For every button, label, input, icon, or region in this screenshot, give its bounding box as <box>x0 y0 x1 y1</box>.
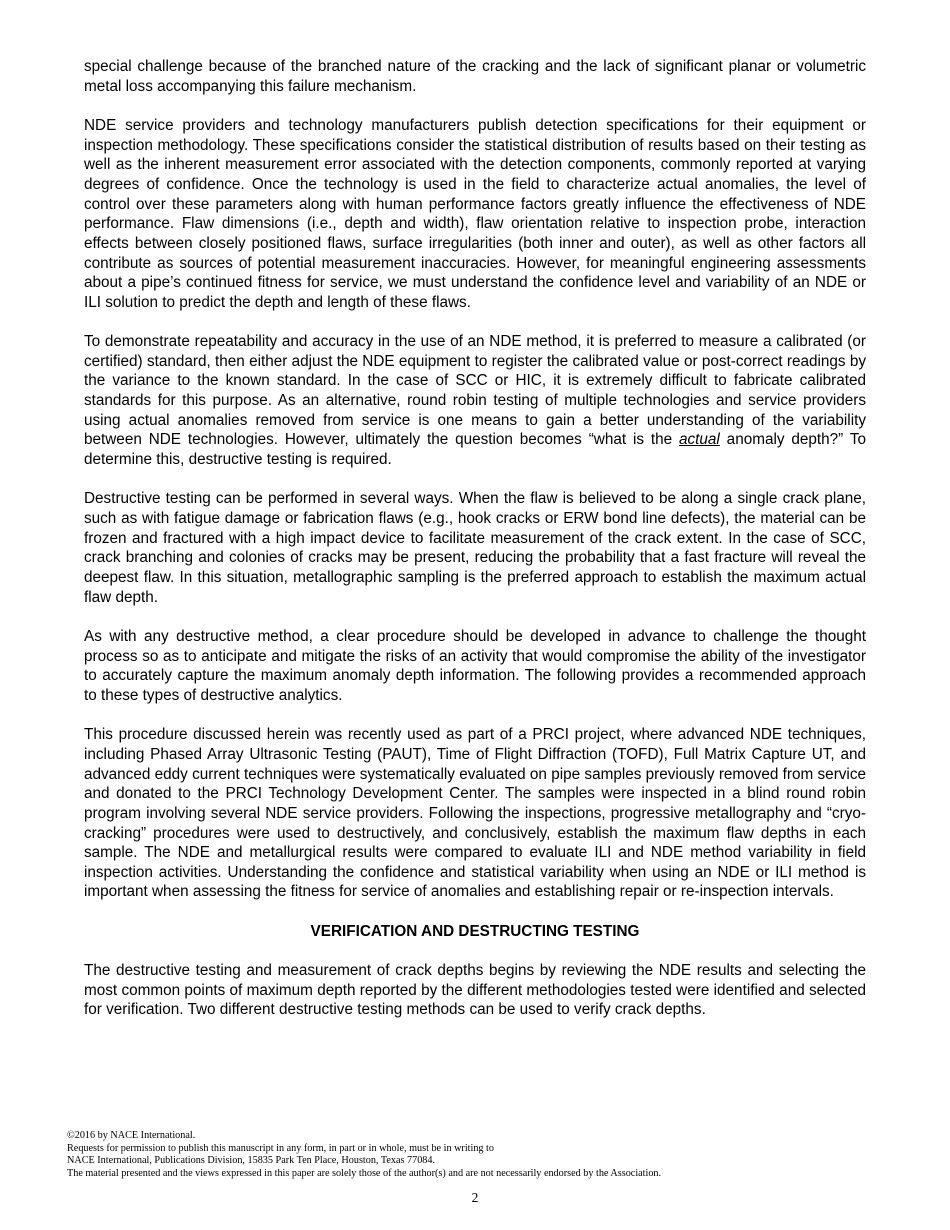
footer-disclaimer: The material presented and the views expressed in this paper are solely those of the author(s) and are not necessarily endorsed by the Association. <box>67 1167 662 1179</box>
paragraph-3-text-before: To demonstrate repeatability and accuracy in the use of an NDE method, it is preferred to measure a calibrated (or certified) standard, then either adjust the NDE equipment to register the calibrated value or post-correct readings by the variance to the known standard. In the case of SCC or HIC, it is extremely difficult to fabricate calibrated standards for this purpose. As an alternative, round robin testing of multiple technologies and service providers using actual anomalies removed from service is one means to gain a better understanding of the variability between NDE technologies. However, ultimately the question becomes “what is the <box>84 333 866 449</box>
page-footer <box>67 1130 887 1180</box>
paragraph-1: special challenge because of the branched nature of the cracking and the lack of significant planar or volumetric metal loss accompanying this failure mechanism. <box>84 58 866 95</box>
paragraph-5: As with any destructive method, a clear procedure should be developed in advance to challenge the thought process so as to anticipate and mitigate the risks of an activity that would compromise the ability of the investigator to accurately capture the maximum anomaly depth information. The following provides a recommended approach to these types of destructive analytics. <box>84 627 866 704</box>
document-body <box>84 57 866 1040</box>
emphasis-actual: actual <box>679 431 720 449</box>
section-heading: VERIFICATION AND DESTRUCTING TESTING <box>310 922 640 940</box>
paragraph-3 <box>84 332 866 470</box>
page-number: 2 <box>471 1190 479 1205</box>
footer-address: NACE International, Publications Division, 15835 Park Ten Place, Houston, Texas 77084. <box>67 1155 436 1167</box>
paragraph-3-text-after: anomaly depth?” To determine this, destructive testing is required. <box>84 431 866 469</box>
paragraph-6: This procedure discussed herein was recently used as part of a PRCI project, where advanced NDE techniques, including Phased Array Ultrasonic Testing (PAUT), Time of Flight Diffraction (TOFD), Full Matrix Capture UT, and advanced eddy current techniques were systematically evaluated on pipe samples previously removed from service and donated to the PRCI Technology Development Center. The samples were inspected in a blind round robin program involving several NDE service providers. Following the inspections, progressive metallography and “cryo-cracking” procedures were used to destructively, and conclusively, establish the maximum flaw depths in each sample. The NDE and metallurgical results were compared to evaluate ILI and NDE method variability in field inspection activities. Understanding the confidence and statistical variability when using an NDE or ILI method is important when assessing the fitness for service of anomalies and establishing repair or re-inspection intervals. <box>84 726 866 901</box>
footer-copyright: ©2016 by NACE International. <box>67 1130 196 1141</box>
section-paragraph: The destructive testing and measurement of crack depths begins by reviewing the NDE results and selecting the most common points of maximum depth reported by the different methodologies tested were identified and selected for verification. Two different destructive testing methods can be used to verify crack depths. <box>84 962 866 1019</box>
paragraph-2: NDE service providers and technology manufacturers publish detection specifications for their equipment or inspection methodology. These specifications consider the statistical distribution of results based on their testing as well as the inherent measurement error associated with the detection components, commonly reported at varying degrees of confidence. Once the technology is used in the field to characterize actual anomalies, the level of control over these parameters along with human performance factors greatly influence the effectiveness of NDE performance. Flaw dimensions (i.e., depth and width), flaw orientation relative to inspection probe, interaction effects between closely positioned flaws, surface irregularities (both inner and outer), as well as other factors all contribute as sources of potential measurement inaccuracies. However, for meaningful engineering assessments about a pipe’s continued fitness for service, we must understand the confidence level and variability of an NDE or ILI solution to predict the depth and length of these flaws. <box>84 116 866 311</box>
footer-permission: Requests for permission to publish this manuscript in any form, in part or in whole, must be in writing to <box>67 1142 494 1154</box>
paragraph-4: Destructive testing can be performed in several ways. When the flaw is believed to be along a single crack plane, such as with fatigue damage or fabrication flaws (e.g., hook cracks or ERW bond line defects), the material can be frozen and fractured with a high impact device to facilitate measurement of the crack extent. In the case of SCC, crack branching and colonies of cracks may be present, reducing the probability that a fast fracture will reveal the deepest flaw. In this situation, metallographic sampling is the preferred approach to establish the maximum actual flaw depth. <box>84 490 866 606</box>
